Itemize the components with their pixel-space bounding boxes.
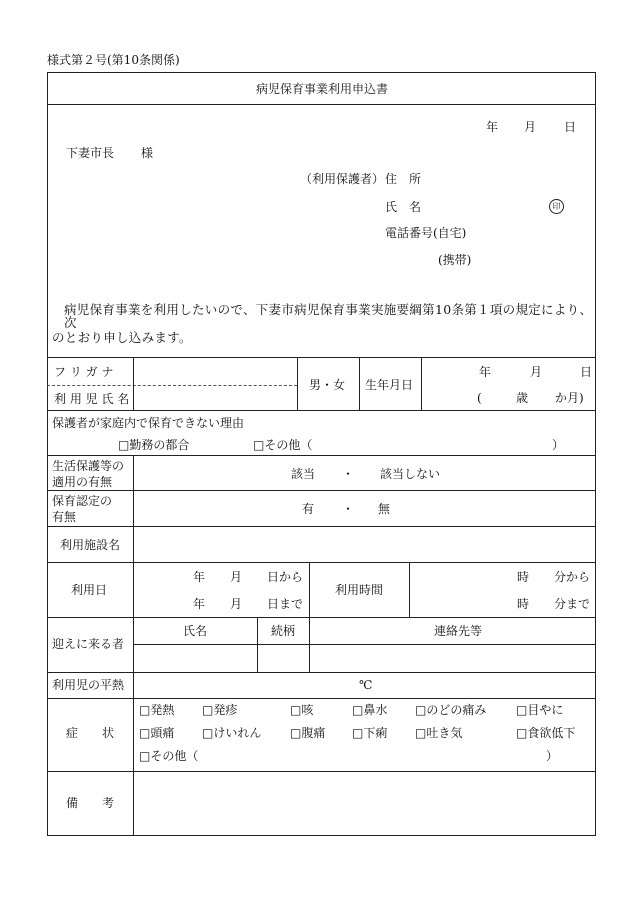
certification-label-line-2: 有無 [52, 510, 77, 524]
phone-home-label: 電話番号(自宅) [385, 226, 467, 240]
usage-to-hour: 時 [517, 597, 530, 611]
divider [47, 526, 596, 527]
application-form-frame [47, 72, 596, 836]
address-label: 住 所 [385, 172, 422, 186]
name-label: 氏 名 [385, 200, 422, 214]
divider [47, 672, 596, 673]
divider [133, 357, 134, 410]
divider [297, 357, 298, 410]
age-months-label: か月) [555, 391, 584, 405]
symptom-checkbox[interactable]: □頭痛 [139, 726, 175, 740]
divider [47, 617, 596, 618]
symptom-checkbox[interactable]: □咳 [290, 703, 314, 717]
divider [409, 562, 410, 617]
certification-no-option[interactable]: 無 [378, 502, 391, 516]
symptom-other-checkbox[interactable]: □その他（ [139, 749, 199, 763]
usage-from-hour: 時 [517, 570, 530, 584]
usage-from-suffix: 日から [267, 570, 304, 584]
reason-other-checkbox[interactable]: □その他（ [253, 438, 313, 452]
symptom-other-close: ） [546, 749, 559, 763]
usage-to-month: 月 [230, 597, 243, 611]
addressee: 下妻市長 [66, 146, 115, 160]
symptom-checkbox[interactable]: □発熱 [139, 703, 175, 717]
birth-year-label: 年 [479, 365, 492, 379]
sex-options: 男・女 [309, 378, 346, 392]
symptom-checkbox[interactable]: □のどの痛み [415, 703, 487, 717]
welfare-yes-option[interactable]: 該当 [291, 467, 316, 481]
pickup-contact-header: 連絡先等 [434, 624, 483, 638]
welfare-label-line-1: 生活保護等の [52, 459, 125, 473]
symptom-checkbox[interactable]: □鼻水 [352, 703, 388, 717]
divider [47, 455, 596, 456]
date-year-label: 年 [486, 120, 499, 134]
phone-mobile-label: (携帯) [438, 253, 472, 267]
divider [133, 455, 134, 836]
form-title: 病児保育事業利用申込書 [256, 82, 389, 96]
symptom-checkbox[interactable]: □食欲低下 [516, 726, 576, 740]
divider [257, 617, 258, 672]
divider [47, 771, 596, 772]
child-name-label: 利 用 児 氏 名 [54, 392, 130, 406]
pickup-label: 迎えに来る者 [52, 637, 125, 651]
reason-work-checkbox[interactable]: □勤務の都合 [118, 438, 190, 452]
divider [421, 357, 422, 410]
usage-to-suffix: 日まで [267, 597, 304, 611]
remarks-label: 備 考 [66, 796, 115, 810]
certification-yes-option[interactable]: 有 [302, 502, 315, 516]
usage-date-label: 利用日 [71, 583, 108, 597]
divider [359, 357, 360, 410]
symptom-checkbox[interactable]: □目やに [516, 703, 564, 717]
statement-line-2: のとおり申し込みます。 [52, 330, 192, 345]
divider [309, 562, 310, 617]
certification-separator: ・ [342, 502, 355, 516]
date-day-label: 日 [564, 120, 577, 134]
welfare-separator: ・ [342, 467, 355, 481]
reason-label: 保護者が家庭内で保育できない理由 [52, 416, 245, 430]
furigana-label: フ リ ガ ナ [54, 365, 114, 379]
temperature-label: 利用児の平熱 [52, 678, 125, 692]
facility-label: 利用施設名 [60, 538, 121, 552]
birth-day-label: 日 [580, 365, 593, 379]
welfare-no-option[interactable]: 該当しない [380, 467, 441, 481]
symptom-checkbox[interactable]: □けいれん [202, 726, 262, 740]
divider [47, 562, 596, 563]
reason-other-close: ） [552, 438, 565, 452]
date-month-label: 月 [524, 120, 537, 134]
symptoms-label: 症 状 [66, 726, 115, 740]
divider [133, 644, 596, 645]
statement-line-1: 病児保育事業を利用したいので、下妻市病児保育事業実施要綱第10条第１項の規定により、次 [64, 302, 593, 330]
usage-to-min: 分まで [554, 597, 591, 611]
usage-to-year: 年 [193, 597, 206, 611]
applicant-role: （利用保護者） [300, 172, 385, 186]
divider [47, 357, 596, 358]
form-number: 様式第２号(第10条関係) [47, 53, 180, 67]
divider [47, 698, 596, 699]
symptom-checkbox[interactable]: □吐き気 [415, 726, 463, 740]
divider [309, 617, 310, 672]
divider-dashed [47, 385, 297, 386]
birth-month-label: 月 [530, 365, 543, 379]
temperature-unit: ℃ [359, 678, 373, 692]
divider [47, 410, 596, 411]
pickup-relation-header: 続柄 [271, 624, 296, 638]
certification-label-line-1: 保育認定の [52, 494, 113, 508]
divider [47, 104, 596, 105]
seal-mark: 印 [549, 199, 564, 214]
usage-from-month: 月 [230, 570, 243, 584]
welfare-label-line-2: 適用の有無 [52, 475, 113, 489]
usage-time-label: 利用時間 [335, 583, 384, 597]
symptom-checkbox[interactable]: □腹痛 [290, 726, 326, 740]
birthdate-label: 生年月日 [365, 378, 414, 392]
divider [47, 490, 596, 491]
pickup-name-header: 氏名 [183, 624, 208, 638]
usage-from-min: 分から [554, 570, 591, 584]
age-years-label: 歳 [516, 391, 529, 405]
symptom-checkbox[interactable]: □発疹 [202, 703, 238, 717]
age-open: ( [477, 391, 482, 405]
symptom-checkbox[interactable]: □下痢 [352, 726, 388, 740]
addressee-suffix: 様 [141, 146, 154, 160]
usage-from-year: 年 [193, 570, 206, 584]
